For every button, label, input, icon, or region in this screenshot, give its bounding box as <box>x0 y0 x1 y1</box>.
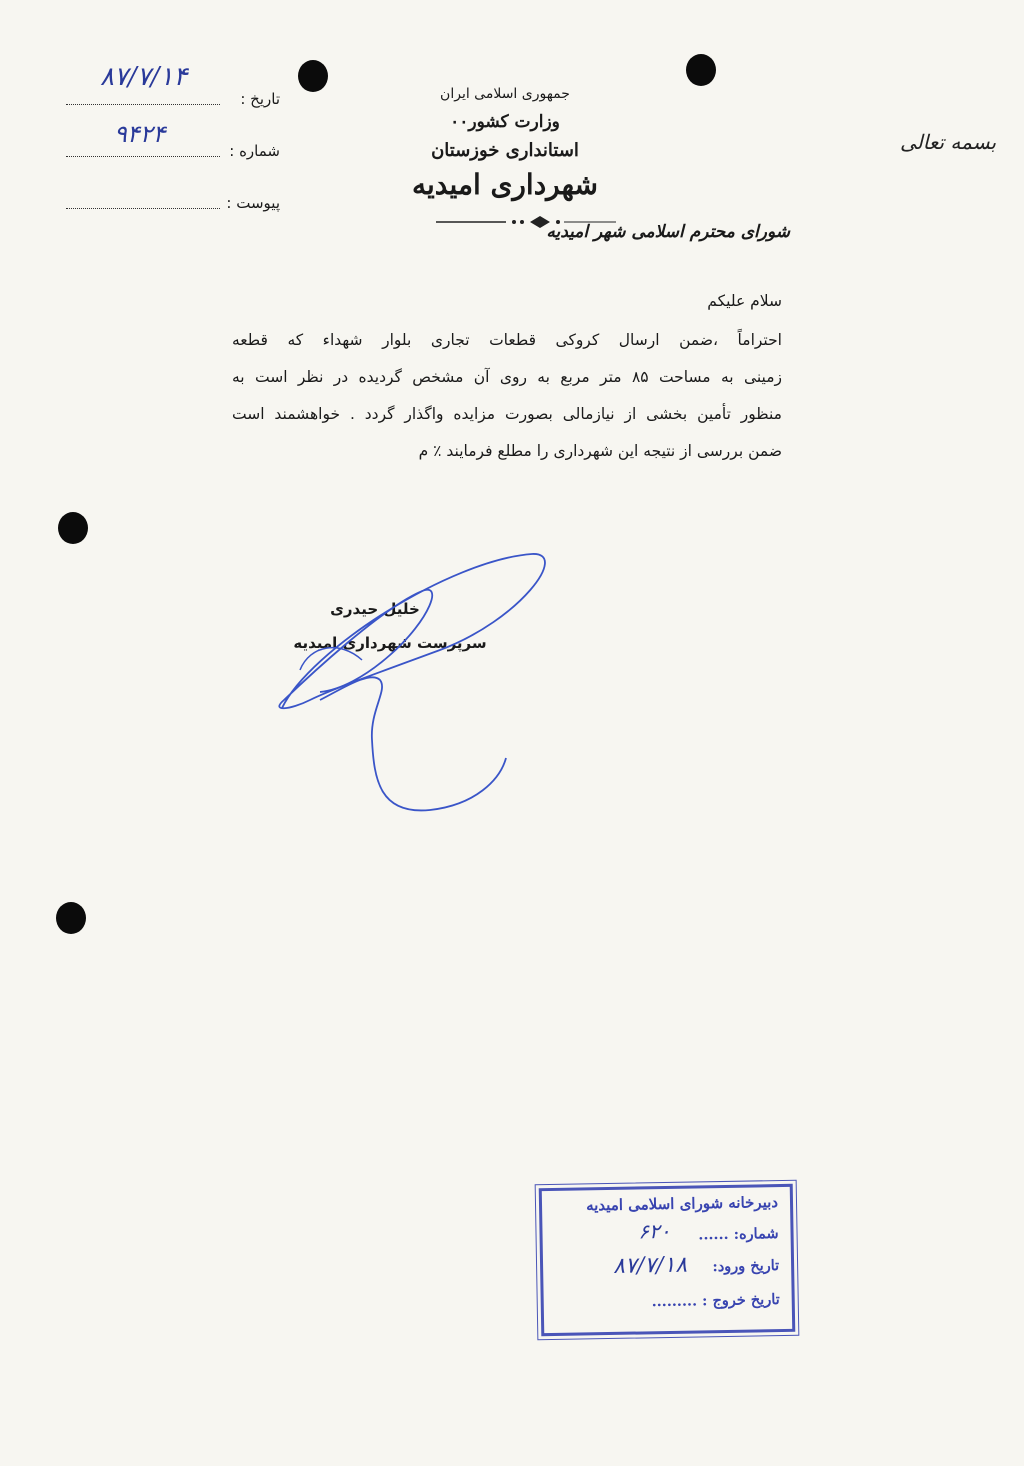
stamp-entry-value: ۸۷/۷/۱۸ <box>612 1252 688 1279</box>
attachment-label: پیوست : <box>226 194 280 212</box>
binder-hole-low-left <box>56 902 86 934</box>
stamp-number-value: ۶۲۰ <box>638 1218 671 1244</box>
greeting: سلام علیکم <box>707 292 782 310</box>
body-line-1: احتراماً ،ضمن ارسال کروکی قطعات تجاری بلوار شهداء که قطعه <box>232 331 782 349</box>
header-municipality: شهرداری امیدیه <box>412 168 598 201</box>
stamp-title: دبیرخانه شورای اسلامی امیدیه <box>585 1193 779 1215</box>
attachment-row <box>60 194 280 224</box>
date-row <box>60 90 280 120</box>
binder-hole-top-right <box>686 54 716 86</box>
recipient: شورای محترم اسلامی شهر امیدیه <box>546 222 790 242</box>
header-republic: جمهوری اسلامی ایران <box>440 86 570 102</box>
date-dotted-line <box>66 104 220 105</box>
number-value: ۹۴۲۴ <box>114 120 166 148</box>
body-line-2: زمینی به مساحت ۸۵ متر مربع به روی آن مشخص گردیده در نظر است به <box>232 368 783 386</box>
attachment-dotted-line <box>66 208 220 209</box>
binder-hole-top-left <box>298 60 328 92</box>
date-label: تاریخ : <box>240 90 280 108</box>
registry-stamp <box>539 1184 796 1336</box>
stamp-number-label: شماره: ...... <box>698 1225 779 1244</box>
stamp-exit-label: تاریخ خروج : ......... <box>651 1291 780 1311</box>
signer-title: سرپرست شهرداری امیدیه <box>293 634 487 652</box>
header-ministry: وزارت کشور۰۰ <box>450 112 560 132</box>
stamp-entry-label: تاریخ ورود: <box>712 1257 780 1276</box>
signer-name: خلیل حیدری <box>330 600 420 618</box>
body-line-3: منظور تأمین بخشی از نیازمالی بصورت مزایده واگذار گردد . خواهشمند است <box>232 405 782 423</box>
header-province: استانداری خوزستان <box>431 140 579 161</box>
number-label: شماره : <box>229 142 280 160</box>
binder-hole-mid-left <box>58 512 88 544</box>
number-dotted-line <box>66 156 220 157</box>
handwritten-signature <box>270 540 560 830</box>
invocation: بسمه تعالی <box>900 130 997 154</box>
body-line-4: ضمن بررسی از نتیجه این شهرداری را مطلع فرمایند ٪ م <box>418 442 782 460</box>
date-value: ۸۷/۷/۱۴ <box>100 62 188 92</box>
number-row <box>60 142 280 172</box>
